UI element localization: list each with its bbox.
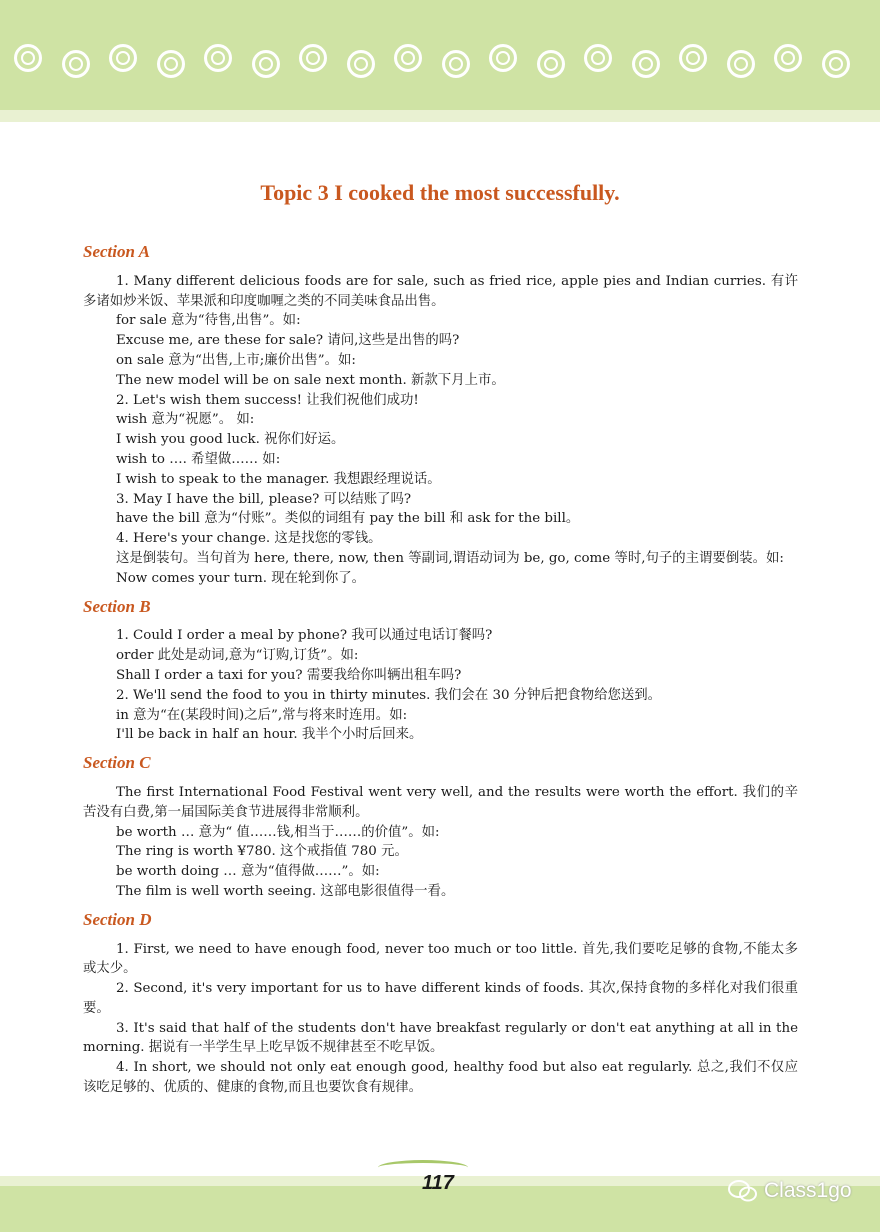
section-d-line: 1. First, we need to have enough food, never too much or too little. 首先,我们要吃足够的食物,不能太多或太少。	[83, 941, 798, 977]
section-a-line: 1. Many different delicious foods are for sale, such as fried rice, apple pies and Indian curries. 有许多诸如炒米饭、苹果派和印度咖喱之类的不同美味食品出售。	[83, 273, 798, 309]
ring-ornament	[109, 44, 137, 72]
wechat-icon	[728, 1179, 758, 1203]
section-a-line: for sale 意为“待售,出售”。如:	[116, 313, 301, 329]
section-a-line: Now comes your turn. 现在轮到你了。	[116, 570, 365, 586]
section-c-line: The film is well worth seeing. 这部电影很值得一看。	[116, 883, 455, 899]
section-a-line: wish to …. 希望做…… 如:	[116, 451, 281, 467]
watermark	[728, 1176, 852, 1206]
section-b-heading: Section B	[83, 596, 151, 616]
section-a-line: wish 意为“祝愿”。 如:	[116, 412, 255, 428]
section-a-line: The new model will be on sale next month. 新款下月上市。	[116, 372, 505, 388]
ring-ornament	[822, 50, 850, 78]
page-content	[83, 238, 798, 1098]
section-b-line: 2. We'll send the food to you in thirty minutes. 我们会在 30 分钟后把食物给您送到。	[116, 687, 662, 703]
ring-ornament	[727, 50, 755, 78]
ring-ornament	[774, 44, 802, 72]
section-c-line: be worth … 意为“ 值……钱,相当于……的价值”。如:	[116, 824, 440, 840]
ring-ornament	[442, 50, 470, 78]
ring-ornament	[204, 44, 232, 72]
section-a-line: 4. Here's your change. 这是找您的零钱。	[116, 531, 382, 547]
section-d-line: 4. In short, we should not only eat enough good, healthy food but also eat regularly. 总之,我们不仅应该吃足够的、优质的、健康的食物,而且也要饮食有规律。	[83, 1060, 798, 1096]
ring-ornament	[584, 44, 612, 72]
section-b-line: order 此处是动词,意为“订购,订货”。如:	[116, 648, 359, 664]
section-a-line: 这是倒装句。当句首为 here, there, now, then 等副词,谓语动词为 be, go, come 等时,句子的主谓要倒装。如:	[116, 550, 784, 566]
section-a-line: 3. May I have the bill, please? 可以结账了吗?	[116, 491, 412, 507]
section-d-line: 3. It's said that half of the students don't have breakfast regularly or don't eat anything at all in the morning. 据说有一半学生早上吃早饭不规律甚至不吃早饭。	[83, 1020, 798, 1056]
section-a-line: I wish you good luck. 祝你们好运。	[116, 432, 345, 448]
section-c-line: be worth doing … 意为“值得做……”。如:	[116, 864, 380, 880]
section-d-heading: Section D	[83, 909, 152, 929]
header-stripe	[0, 110, 880, 122]
section-b-line: in 意为“在(某段时间)之后”,常与将来时连用。如:	[116, 707, 408, 723]
section-a-line: I wish to speak to the manager. 我想跟经理说话。	[116, 471, 441, 487]
section-b-line: I'll be back in half an hour. 我半个小时后回来。	[116, 727, 423, 743]
section-a-line: have the bill 意为“付账”。类似的词组有 pay the bill 和 ask for the bill。	[116, 511, 580, 527]
ring-ornament	[157, 50, 185, 78]
ring-ornament	[679, 44, 707, 72]
page-title: Topic 3 I cooked the most successfully.	[260, 180, 620, 205]
ring-ornament	[62, 50, 90, 78]
section-c-line: The ring is worth ¥780. 这个戒指值 780 元。	[116, 844, 408, 860]
ring-ornament	[252, 50, 280, 78]
watermark-text: Class1go	[764, 1179, 852, 1202]
section-c-line: The first International Food Festival went very well, and the results were worth the effort. 我们的辛苦没有白费,第一届国际美食节进展得非常顺利。	[83, 784, 798, 820]
section-a-line: on sale 意为“出售,上市;廉价出售”。如:	[116, 352, 356, 368]
section-d-line: 2. Second, it's very important for us to have different kinds of foods. 其次,保持食物的多样化对我们很重要。	[83, 981, 798, 1016]
ring-ornament	[14, 44, 42, 72]
page-number: 117	[422, 1172, 454, 1194]
section-a-line: Excuse me, are these for sale? 请问,这些是出售的吗?	[116, 333, 460, 349]
section-a-line: 2. Let's wish them success! 让我们祝他们成功!	[116, 392, 419, 408]
section-b-line: 1. Could I order a meal by phone? 我可以通过电话订餐吗?	[116, 628, 493, 644]
section-a-heading: Section A	[83, 242, 150, 261]
ring-ornament	[394, 44, 422, 72]
section-c-heading: Section C	[83, 753, 151, 773]
ring-ornament	[537, 50, 565, 78]
section-b-line: Shall I order a taxi for you? 需要我给你叫辆出租车吗?	[116, 667, 462, 683]
ring-ornament	[299, 44, 327, 72]
ring-ornament	[489, 44, 517, 72]
ring-ornament	[347, 50, 375, 78]
ring-ornament	[632, 50, 660, 78]
